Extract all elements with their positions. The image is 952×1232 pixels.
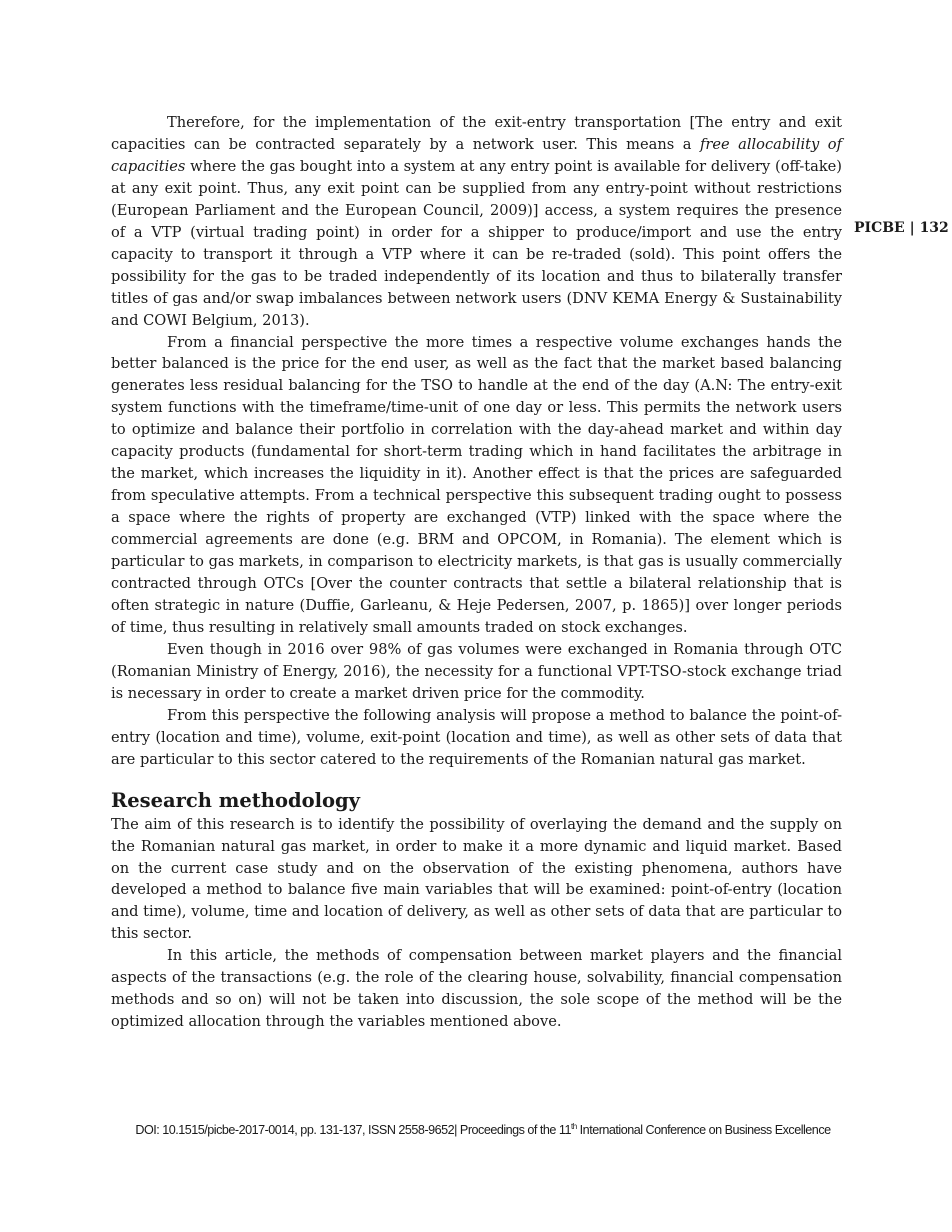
- paragraph-financial-perspective: From a financial perspective the more times a respective volume exchanges hands the better balanced is the price for the end user, as well as the fact that the market based balancing generates less residual balancing for the TSO to handle at the end of the day (A.N: The entry-exit system functions with the timeframe/time-unit of one day or less. This permits the network users to optimize and balance their portfolio in correlation with the day-ahead market and within day capacity products (fundamental for short-term trading which in hand facilitates the arbitrage in the market, which increases the liquidity in it). Another effect is that the prices are safeguarded from speculative attempts. From a technical perspective this subsequent trading ought to possess a space where the rights of property are exchanged (VTP) linked with the space where the commercial agreements are done (e.g. BRM and OPCOM, in Romania). The element which is particular to gas markets, in comparison to electricity markets, is that gas is usually commercially contracted through OTCs [Over the counter contracts that settle a bilateral relationship that is often strategic in nature (Duffie, Garleanu, & Heje Pedersen, 2007, p. 1865)] over longer periods of time, thus resulting in relatively small amounts traded on stock exchanges.: [111, 333, 842, 636]
- paragraph-text: Therefore, for the implementation of the exit-entry transportation [The entry and exit capacities can be contracted separately by a network user. This means a: [111, 114, 842, 153]
- page-footer: [130, 1121, 836, 1139]
- paragraph-otc-2016: Even though in 2016 over 98% of gas volumes were exchanged in Romania through OTC (Romanian Ministry of Energy, 2016), the necessity for a functional VPT-TSO-stock exchange triad is necessary in order to create a market driven price for the commodity.: [111, 640, 842, 702]
- section-heading: Research methodology: [111, 788, 360, 812]
- paragraph-scope: In this article, the methods of compensation between market players and the financial aspects of the transactions (e.g. the role of the clearing house, solvability, financial compensation methods and so on) will not be taken into discussion, the sole scope of the method will be the optimized allocation through the variables mentioned above.: [111, 947, 842, 1031]
- paragraph-exit-entry: [111, 112, 842, 332]
- paragraph-analysis-proposal: From this perspective the following analysis will propose a method to balance the point-of-entry (location and time), volume, exit-point (location and time), as well as other sets of data that are particular to this sector catered to the requirements of the Romanian natural gas market.: [111, 706, 842, 768]
- footer-text-end: International Conference on Business Excellence: [576, 1123, 831, 1137]
- footer-text: DOI: 10.1515/picbe-2017-0014, pp. 131-137, ISSN 2558-9652| Proceedings of the 11: [135, 1123, 572, 1137]
- paragraph-text: where the gas bought into a system at any entry point is available for delivery (off-take) at any exit point. Thus, any exit point can be supplied from any entry-point without restrictions (European Parliament and the European Council, 2009)] access, a system requires the presence of a VTP (virtual trading point) in order for a shipper to produce/import and use the entry capacity to transport it through a VTP where it can be re-traded (sold). This point offers the possibility for the gas to be traded independently of its location and thus to bilaterally transfer titles of gas and/or swap imbalances between network users (DNV KEMA Energy & Sustainability and COWI Belgium, 2013).: [111, 157, 842, 329]
- italic-term: free allocability of capacities: [111, 135, 842, 175]
- footer-superscript: th: [571, 1121, 577, 1131]
- paragraph-research-aim: The aim of this research is to identify the possibility of overlaying the demand and the supply on the Romanian natural gas market, in order to make it a more dynamic and liquid market. Based on the current case study and on the observation of the existing phenomena, authors have developed a method to balance five main variables that will be examined: point-of-entry (location and time), volume, time and location of delivery, as well as other sets of data that are particular to this sector.: [111, 815, 842, 943]
- page-body: [111, 112, 842, 1033]
- page-number-label: PICBE | 132: [854, 220, 949, 236]
